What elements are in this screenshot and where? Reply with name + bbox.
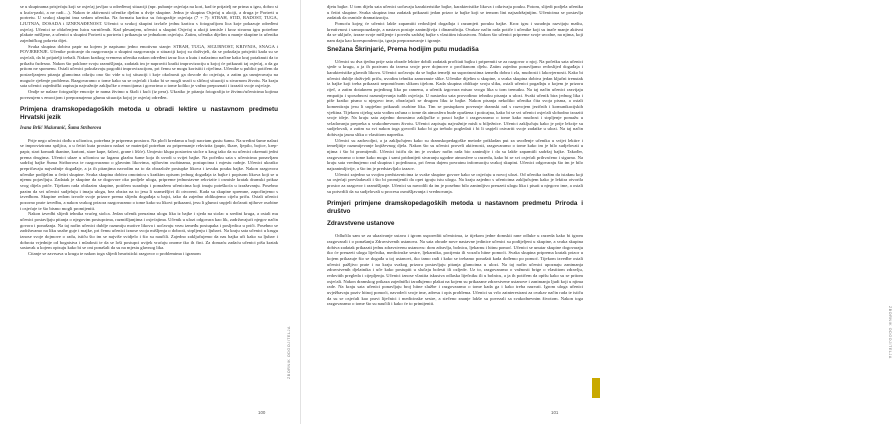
right-page [300,0,892,424]
paragraph: Učenici su dva tjedna prije sata obrade lektire dobili zadatak pročitati bajku i pripremiti se za razgovor o njoj. Na početku sata učenici sjede u krugu, a ja ih pozivam da iznesu svoje prve dojmove o pročitanom djelu. Zatim zajedno ponavljamo redoslijed događaja i karakteristike glavnih likova. Učenici uočavaju da se bajka temelji na suprotnostima između dobra i zla, mudrosti i lakovjernosti. Kako bi učenici dublje doživjeli priču, uvodim tehniku zamrznute slike. Učenike dijelim u skupine, a svaka skupina dobiva jedan ključni trenutak iz bajke koji treba prikazati nepomičnom slikom tijelom. Kada skupina oblikuje svoju sliku, ostali učenici pogađaju o kojem je prizoru riječ, a zatim dotaknem pojedinog lika po ramenu, a učenik izgovara misao svoga lika u tom trenutku. Na taj način učenici razvijaju empatiju i sposobnost razumijevanja tuđih osjećaja. U nastavku sata provodimo tehniku pisanja u ulozi. Svaki učenik bira jednog lika i piše kratko pismo u njegovo ime, obraćajući se drugom liku iz bajke. Nakon pisanja nekoliko učenika čita svoja pisma, a ostali komentiraju jesu li uspješno prikazali osobine lika. Tim se postupkom povezuje dramski rad s razvojem jezičnih i komunikacijskih vještina. Tijekom cijelog sata vodim računa o tome da atmosfera bude opuštena i poticajna, kako bi se svi učenici osjećali slobodno izraziti svoje ideje. Na kraju sata zajedno donosimo zaključke o pouci bajke i razgovaramo o tome kako mudrost i strpljenje pomažu u svladavanju prepreka u svakodnevnom životu. Učenici zapisuju najvažnije misli u bilježnice. Učenici zaključuju kako je prije lekcije su sudjelovali, a zatim su svi nakon toga govorili kako bi ga trebalo pogledati i bi li uspjeli ostvariti svoje zadatke u ulozi. Na taj način dobivaju jasnu sliku o vlastitom napretku. [327,58,583,138]
paragraph: Učenici su zadovoljni, a ja zaključujem kako su dramskopedagoške metode prikladan put za uvođenje učenika u svijet lektire i temeljitije razumijevanje književnog djela. Nakon što su učenici proveli aktivnosti, razgovaramo o tome kako im je bilo sudjelovati u njima i što bi promijenili. Učenici ističu da im je ovakav način rada bio zanimljiv i da su lakše zapamtili sadržaj bajke. Također, razgovaramo o tome kako mogu i sami pridonijeti stvaranju ugodne atmosfere u razredu, kako bi se svi osjećali prihvaćeno i sigurno. Na kraju sata vrednujemo rad skupina i pojedinaca, pri čemu dajem povratnu informaciju svakoj skupini. Učenici odgovaraju što im je bilo najzanimljivije, a što im je predstavljalo izazov. [327,137,583,172]
paragraph: se u skupinama prisjećaju koji se osjećaj javljao u određenoj situaciji (npr. pubanje osjećaja na kori, kad te prijatelj ne prima u igru, dobro si u kuća-parki, a ne radi…). Nakon te aktivnosti učenike djelim u dvije skupine. Jedna je skupina Osjećaj u akciji, a druga je Portreti u portretu. U svakoj skupini ima sedam učenika. Na formatu kartica su fotografije osjećaja (7 + 7): STRAH, STID, RADOST, TUGA, LJUTNJA, DOSADA i IZNENAĐENOST. Učenici u svakoj skupini izvlače jednu karticu s fotografijom lica koje pokazuje određeni osjećaj. Učenici se oblačenjem lutcu varničenih. Kad plesanjem, učenici u skupini Osjećaj u akciji izmisle i kroz stvarnu igru potrebne plakate mišljene, a učenici u skupini Portreti u portretu i prikazuju se jednakom osjećaju. Zatim, učenika dijelim u manje skupine iz učenika zajedničkog pokreta dijet. [20,4,278,43]
paragraph: djetu bajke. U tom dijelu sata učenici uočavaju karakteristike bajke, karakteristike likova i otkrivaju pouku. Potom, slijedi podjela učenika u četiri skupine. Svaka skupina ima zadatak prikazati jedan prizor iz bajke koji se temom lini najsadržajnijim. Učenicima se postavlja zadatak da osmisle dramatizaciju. [327,4,583,21]
left-page [0,0,300,424]
right-text-column [327,4,583,307]
section-subheading: Zdravstvene ustanove [327,220,395,228]
section-heading: Primjeri primjene dramskopedagoških metoda u nastavnom predmetu Priroda i društvo [327,200,583,216]
section-authors: Ivana Brlić Mažuranić, Šuma Striborova [20,126,102,132]
page-number: 101 [551,410,559,415]
page-number: 100 [258,410,266,415]
paragraph: Učenici zajedno sa svojim predstavnicima iz svake skupine govore kako se osjećaju u novoj ulozi. Od učenika tražim da istaknu koji su osjećaji prevladavali i što bi promijenili da opet igraju istu ulogu. Na kraju zajedno s učenicima zaključujem kako je lektira otvorila prostor za razgovor i razmišljanje. Učenici su navodili da im je posebno bilo zanimljivo preuzeti ulogu lika i pisati u njegovo ime, a ostali su potvrdili da su sudjelovali u procesu osmišljavanja i vrednovanja. [327,171,583,194]
side-label: ZBORNIK ODGOJITELJA [888,306,892,359]
paragraph: Citanje se zavrsava u krugu te nakon toga slijedi heuristicki razgovor o problemima i igranom [28,250,201,256]
paragraph: Nakon izvedbi slijedi tehnika vrućeg stolca. Jedan učenik preuzima ulogu lika iz bajke i sjeda na stolac u sredini kruga, a ostali mu učenici postavljaju pitanja o njegovim postupcima, razmišljanjima i osjećajima. Učenik u ulozi odgovara kao lik, zadržavajući njegov način govora i ponašanja. Na taj način učenici dublje razumiju motive likova i uočavaju vezu između postupaka i posljedica u priči. Posebno se zadržavamo na liku snahe guje i majke, pri čemu učenici iznose svoja mišljenja o dobroti, strpljenju i ljubavi. Na kraju sata učenici u krugu iznose svoje dojmove o radu, ističu što im se najviše svidjelo i što su naučili. Zajedno zaključujemo da nas bajka uči kako su ljubav i dobrota vrjednije od bogatstva i mladosti te da se loši postupci uvijek vraćaju onome tko ih čini. Za domaću zadaću učenici pišu kratak sastavak u kojem opisuju kako bi se oni ponašali da su na mjestu glavnog lika. [20,211,278,251]
paragraph: Odlučila sam se za ukazivanje ustava i igrom usporediti učenicima, iz tijekom jedne domskii rane odluke u razreda kako bi igrom razgovarali i o ponašanju Zdravstvenih ustanova. Na sata obrade nove nastavne jedinice učenici su podijeljeni u skupine, a svaka skupina dobiva zadatak prikazati jednu zdravstvenu ustanovu: dom zdravlja, bolnicu, ljekarnu i hitnu pomoć. Učenici se unutar skupine dogovaraju tko će preuzeti ulogu liječnika, medicinske sestre, ljekarnika, pacijenta ili vozača hitne pomoći. Svaka skupina priprema kratak prizor u kojem prikazuje što se događa u toj ustanovi, tko tamo radi i kako se trebamo ponašati kada dođemo po pomoć. Tijekom izvedbe ostali učenici pažljivo prate i na kraju svakog prizora postavljaju pitanja glumcima u ulozi. Na taj način učenici upoznaju zanimanja zdravstvenih djelatnika i uče kako postupiti u slučaju bolesti ili ozljede. Uz to, razgovaramo o važnosti brige o vlastitom zdravlju, redovitih pregleda i cijepljenja. Učenici iznose vlastita iskustva odlaska liječniku ili u bolnicu, a ja ih potičem da opišu kako su se pritom osjećali. Nakon dramskog prikaza zajednički izrađujemo plakat na kojem su prikazane zdravstvene ustanove i zanimanja ljudi koji u njima rade. Na kraju sata učenici ponavljaju broj hitne službe i razgovaramo o tome kada ga i kako treba nazvati. Igrom uloga učenici uvježbavaju poziv hitnoj pomoći, navodeći svoje ime, adresu i opis problema. Učenici su vrlo zainteresirani za ovakav način rada te ističu da su se osjećali kao pravi liječnici i medicinske sestre, a stečeno znanje lakše su povezali sa svakodnevnim životom. Nakon toga razgovaramo o tome što su naučili i kako će to primijeniti. [327,233,583,307]
side-label: ZBORNIK ODGOJITELJA [287,326,291,379]
paragraph: Ondje se nalaze fotografije emocije te nama živimo u školi i kući (iz pera). Ukratko je pitanja fotografija te živimo/učenicima kojima povezujem s emocijom i prepoznajemo glumu situacija kojoj je osjećaj određen. [20,88,278,100]
section-heading: Primjena dramskopedagoških metoda u obradi lektire u nastavnom predmetu Hrvatski jezik [20,106,278,122]
paragraph: Pomoću kojeg će učenici lakše zapamtiti redoslijed događaja i razumjeti poruku bajke. Kroz igru i suradnju razvijaju maštu, kreativnost i samopouzdanje, a nastava postaje zanimljivija i dinamičnija. Ovakav način rada potiče i učenike koji su inače manje aktivni da se uključe, izraze svoje mišljenje i povežu sadržaj bajke s vlastitim iskustvom. Nakon što učenici pripreme svoje uvodne, na njima, koji nam daju kao korespondencija, igraju prepoznavanje i igranje. [327,20,583,43]
paragraph: Prije nego učenici dođu u učionicu, potrebna je priprema prostora. Na ploči kredama u boji nacrtam gustu šumu. Na sredini šume nalazi se improvizirana spiljica, a u četiri kuta prostora nalazi se materijal potreban za pripremanje rekvizita (papir, škare, ljepilo, bojice, krep-papir, stari komadi tkanine, kartoni, stare kape, šalovi, grane i lišće). Umjesto klupa postavim stolce u krug tako da su učenici okrenuti jedni prema drugima. Učenici ulaze u učionicu uz laganu glazbu šume koja ih uvodi u svijet bajke. Na početku sata s učenicima ponavljam sadržaj bajke Šuma Striborova te razgovaramo o glavnim likovima, njihovim osobinama, postupcima i mjestu radnje. Učenici ukratko prepričavaju najvažnije događaje, a ja ih pitanjima navodim na to da obrazlože postupke likova i izvuku pouku bajke. Nakon razgovora učenike podijelim u četiri skupine. Svaka skupina dobiva omotnicu s kratkim opisom jednog događaja iz bajke i popisom likova koji se u njemu pojavljuju. Zadatak je skupine da se dogovore oko podjele uloga, pripreme jednostavne rekvizite i osmisle kratak dramski prikaz svog dijela priče. Tijekom rada obilazim skupine, potičem suradnju i pomažem učenicima koji imaju poteškoća u izražavanju. Posebno pazim da svi učenici sudjeluju i imaju ulogu, bez obzira na to jesu li sramežljivi ili otvoreni. Kada su skupine spremne, započinjemo s izvedbom. Skupine redom izvode svoje prizore prema slijedu događaja u bajci, tako da zajedno oblikujemo cijelu priču. Ostali učenici pozorno prate izvedbu, a nakon svakog prizora razgovaramo o tome kako su likovi prikazani, jesu li glumci uspjeli dočarati njihove osobine i osjećaje te što bismo mogli promijeniti. [20,137,278,211]
section-heading: Snežana Škrinjarić, Prema hodijim putu mudadiša [327,45,479,53]
paragraph: Svaka skupina dobiva papir na kojem je napisano jedno emotivno stanje: STRAH, TUGA, SIGURNOST, KRIVNJA, SNAGA i POVJERENJE. Učenike poticanje da razgovaraju o skupini razgovaraju o situaciji kojoj su doživjeli, da se pokušaju prisjetiti kada su se osjećali, da bi prijatelji trebali. Nakon kratkog vremena učenika nakon određeni izraz lica u kutu i nalazimo načine kako kraj potaknuti da to prikažu čudesno. Nakon što poklone svoju razmišljanja, zadatak im je napraviti kratki improvizaciju u kojoj će prikazati taj osjećaj, a da ga pritom ne spomenu. Ostali učenici pokušavaju pogoditi improvizacijom, pri čemu se mogu koristiti i riječima. Učenike u publici potičem da postavljanjem pitanja glumcima otkriju ono što vide u toj situaciji i koje okolnosti ga dovode do osjećaja, a zatim ga usmjeravaju na moguće rješenje problema. Razgovaramo o tome kako su se osjećali i kako bi se mogli snaći u sličnoj situaciji u stvarnom životu. Na kraju sata učenici zajednički zapisuju najvažnije zaključke o emocijama i govorimo o tome koliko je važno prepoznati i izraziti svoje osjećaje. [20,43,278,89]
left-text-column [20,4,278,257]
page-edge-tab [592,378,600,398]
